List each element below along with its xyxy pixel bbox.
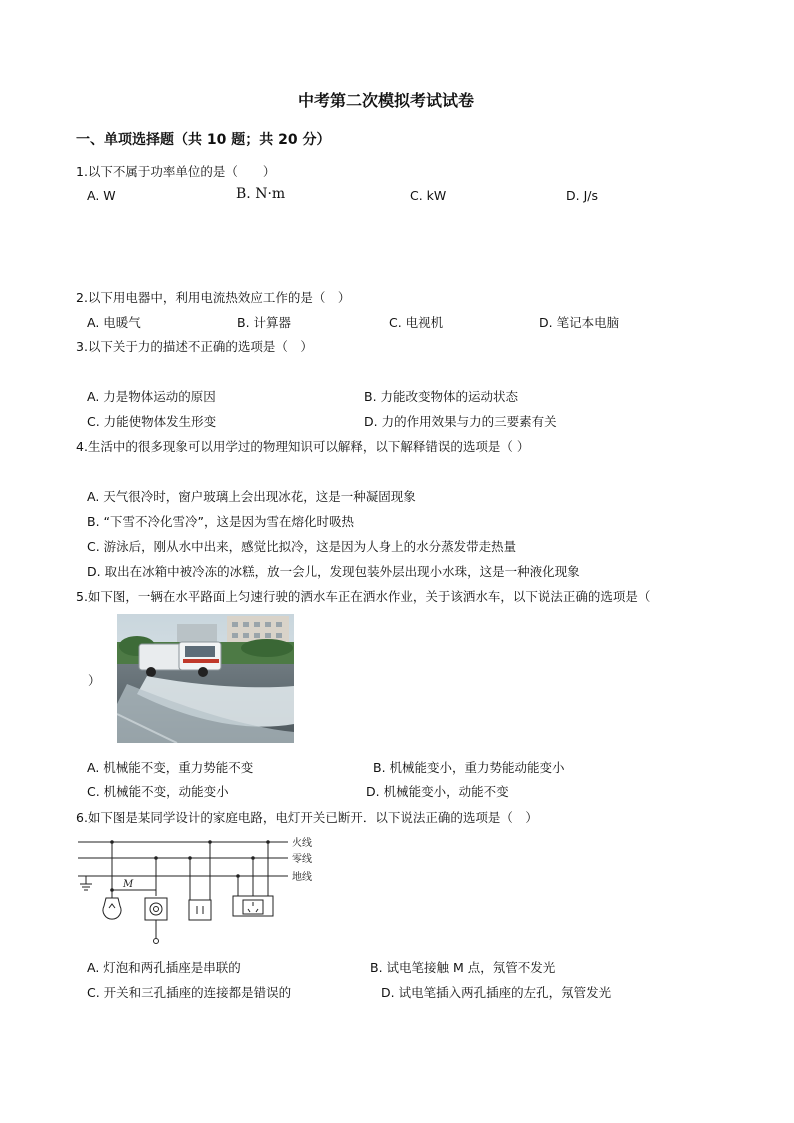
point-m-label: M — [123, 879, 134, 890]
question-1-option-a: A. W — [87, 188, 116, 203]
question-3-option-c: C. 力能使物体发生形变 — [87, 414, 217, 429]
question-3-option-d: D. 力的作用效果与力的三要素有关 — [364, 414, 557, 429]
question-4-option-d: D. 取出在冰箱中被冷冻的冰糕，放一会儿，发现包装外层出现小水珠，这是一种液化现象 — [87, 564, 580, 579]
question-6-option-b: B. 试电笔接触 M 点，氖管不发光 — [370, 960, 556, 975]
question-4-option-b: B. “下雪不冷化雪冷”，这是因为雪在熔化时吸热 — [87, 514, 354, 529]
question-3-option-a: A. 力是物体运动的原因 — [87, 389, 216, 404]
question-5-option-c: C. 机械能不变，动能变小 — [87, 784, 229, 799]
question-2-option-c: C. 电视机 — [389, 315, 444, 330]
question-2-option-d: D. 笔记本电脑 — [539, 315, 620, 330]
question-2-stem: 2.以下用电器中，利用电流热效应工作的是（ ） — [76, 290, 351, 305]
ground-wire-label: 地线 — [292, 872, 312, 883]
page-title: 中考第二次模拟考试试卷 — [298, 91, 475, 110]
section-heading: 一、单项选择题（共 10 题；共 20 分） — [76, 132, 331, 148]
question-6-option-a: A. 灯泡和两孔插座是串联的 — [87, 960, 241, 975]
question-4-option-a: A. 天气很冷时，窗户玻璃上会出现冰花，这是一种凝固现象 — [87, 489, 416, 504]
question-3-stem: 3.以下关于力的描述不正确的选项是（ ） — [76, 339, 313, 354]
question-2-option-b: B. 计算器 — [237, 315, 292, 330]
question-2-option-a: A. 电暖气 — [87, 315, 141, 330]
question-4-stem: 4.生活中的很多现象可以用学过的物理知识可以解释，以下解释错误的选项是（ ） — [76, 439, 530, 454]
street-sweeper-truck-photo — [117, 614, 294, 743]
question-5-stem-end: ） — [88, 673, 101, 688]
question-5-option-b: B. 机械能变小，重力势能动能变小 — [373, 760, 565, 775]
question-4-option-c: C. 游泳后，刚从水中出来，感觉比拟冷，这是因为人身上的水分蒸发带走热量 — [87, 539, 517, 554]
question-5-stem: 5.如下图，一辆在水平路面上匀速行驶的洒水车正在洒水作业，关于该洒水车，以下说法正确的选项是（ — [76, 589, 651, 604]
live-wire-label: 火线 — [292, 838, 312, 849]
household-circuit-diagram — [78, 834, 318, 948]
question-1-option-b: B. N·m — [236, 186, 286, 202]
question-1-option-d: D. J/s — [566, 188, 598, 203]
question-3-option-b: B. 力能改变物体的运动状态 — [364, 389, 519, 404]
question-6-option-d: D. 试电笔插入两孔插座的左孔，氖管发光 — [381, 985, 612, 1000]
question-1-option-c: C. kW — [410, 188, 447, 203]
question-6-option-c: C. 开关和三孔插座的连接都是错误的 — [87, 985, 292, 1000]
question-6-stem: 6.如下图是某同学设计的家庭电路，电灯开关已断开．以下说法正确的选项是（ ） — [76, 810, 538, 825]
question-5-option-d: D. 机械能变小，动能不变 — [366, 784, 509, 799]
neutral-wire-label: 零线 — [292, 854, 312, 865]
question-1-stem: 1.以下不属于功率单位的是（ ） — [76, 164, 276, 179]
question-5-option-a: A. 机械能不变，重力势能不变 — [87, 760, 254, 775]
